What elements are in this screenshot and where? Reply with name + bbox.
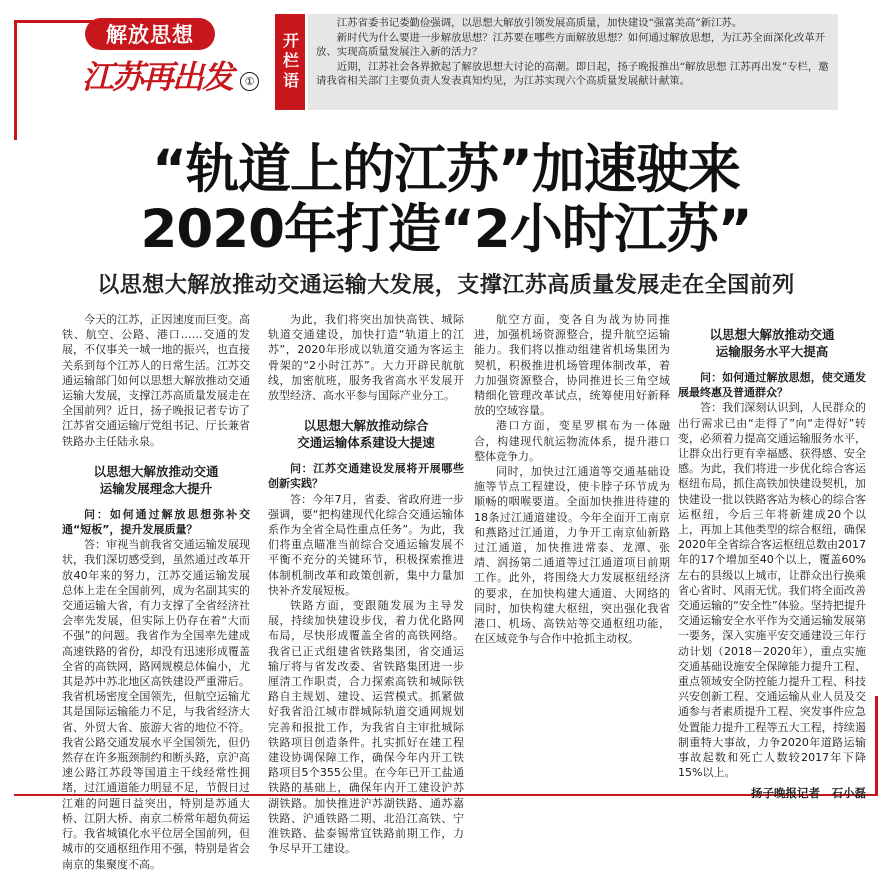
answer-2-ports: 港口方面，变星罗棋布为一体融合，构建现代航运物流体系，提升港口整体竞争力。	[474, 419, 670, 463]
headline-line-2: 2020年打造“2小时江苏”	[140, 199, 752, 260]
intro-label: 开栏语	[275, 14, 305, 110]
section-heading-line: 运输发展理念大提升	[99, 480, 213, 496]
article-column-4	[678, 312, 866, 801]
section-heading-line: 交通运输体系建设大提速	[297, 435, 435, 451]
article-column-2	[268, 312, 464, 856]
intro-paragraph: 新时代为什么要进一步解放思想？江苏要在哪些方面解放思想？如何通过解放思想，为江苏全面深化改革开放、实现高质量发展注入新的活力？	[316, 31, 826, 59]
column-label-badge: 解放思想	[85, 18, 215, 50]
section-heading-line: 以思想大解放推动综合	[303, 418, 429, 434]
red-frame-right	[875, 696, 878, 796]
intro-box	[308, 14, 838, 110]
headline-subtitle: 以思想大解放推动交通运输大发展，支撑江苏高质量发展走在全国前列	[97, 273, 795, 298]
section-heading-line: 以思想大解放推动交通	[709, 327, 835, 342]
article-column-3	[474, 312, 670, 788]
section-heading-3	[678, 326, 866, 360]
answer-2-crossings: 同时，加快过江通道等交通基础设施等节点工程建设，使卡脖子环节成为顺畅的咽喉要道。全面加快推进待建的18条过江通道建设。今年全面开工南京和燕路过江通道，力争开工南京仙新路过江通道，加快推进常泰、龙潭、张靖、润扬第二通道等过江通道项目前期工作。此外，将围绕大力发展枢纽经济的要求，在加快构建大通道、大网络的同时，加快构建大枢纽，突出强化我省港口、机场、高铁站等交通枢纽功能，在区域竞争与合作中抢抓主动权。	[474, 465, 670, 646]
article-column-1	[62, 312, 250, 871]
byline: 扬子晚报记者 石小磊	[751, 786, 866, 801]
answer-1-cont: 为此，我们将突出加快高铁、城际轨道交通建设，加快打造“轨道上的江苏”，2020年形成以轨道交通为客运主骨架的“2小时江苏”。大力开辟民航航线，加密航班，服务我省高水平发展开放型经济、高水平参与国际产业分工。	[268, 313, 464, 403]
question-2: 问：江苏交通建设发展将开展哪些创新实践？	[268, 462, 464, 491]
question-3: 问：如何通过解放思想，使交通发展最终惠及普通群众？	[678, 371, 866, 400]
intro-paragraph: 江苏省委书记娄勤俭强调，以思想大解放引领发展高质量，加快建设“强富美高”新江苏。	[336, 17, 743, 29]
series-number-badge: ①	[240, 72, 259, 91]
answer-1: 答：审视当前我省交通运输发展现状，我们深切感受到，虽然通过改革开放40年来的努力，江苏交通运输发展总体上走在全国前列，成为名副其实的交通运输大省，有力支撑了全省经济社会率先发展，但实际上仍存在着“大而不强”的问题。我省作为全国率先建成高速铁路的省份，却没有迅速形成覆盖全省的高铁网，路网规模总体偏小，尤其是苏中苏北地区高铁建设严重滞后。我省机场密度全国领先，但航空运输尤其是国际运输能力不足，与我省经济大省、外贸大省、旅游大省的地位不符。我省公路交通发展水平全国领先，但仍然存在许多瓶颈制约和断头路，京沪高速公路江苏段等国道主干线经常性拥堵，过江通道能力明显不足，节假日过江难的问题日益突出，特别是苏通大桥、江阴大桥、南京二桥常年超负荷运行。我省城镇化水平位居全国前列，但城市的交通枢纽作用不强，特别是省会南京的集聚度不高。	[62, 538, 250, 871]
article-lead: 今天的江苏，正因速度而巨变。高铁、航空、公路、港口……交通的发展，不仅事关一城一地的振兴，也直接关系到每个江苏人的日常生活。江苏交通运输部门如何以思想大解放推动交通运输大发展，支撑江苏高质量发展走在全国前列？近日，扬子晚报记者专访了江苏省交通运输厅党组书记、厅长兼省铁路办主任陆永泉。	[62, 313, 250, 448]
question-1: 问：如何通过解放思想弥补交通“短板”，提升发展质量？	[62, 507, 250, 537]
answer-2-aviation: 航空方面，变各自为战为协同推进，加强机场资源整合，提升航空运输能力。我们将以推动组建省机场集团为契机，积极推进机场管理体制改革，着力加强资源整合，协同推进长三角空域精细化管理改革试点，统筹使用好新释放的空域容量。	[474, 313, 670, 418]
answer-2: 答：今年7月，省委、省政府进一步强调，要“把构建现代化综合交通运输体系作为全省全局性重点任务”。为此，我们将重点瞄准当前综合交通运输发展不平衡不充分的关键环节，积极探索推进体制机制改革和政策创新，集中力量加快补齐发展短板。	[268, 492, 464, 597]
answer-2-railway: 铁路方面，变跟随发展为主导发展，持续加快建设步伐，着力优化路网布局，尽快形成覆盖全省的高铁网络。我省已正式组建省铁路集团，省交通运输厅将与省发改委、省铁路集团进一步厘清工作职责，合力探索高铁和城际铁路自主规划、建设、运营模式。抓紧做好我省沿江城市群城际轨道交通网规划完善和报批工作，为我省自主审批城际铁路项目创造条件。扎实抓好在建工程建设协调保障工作，确保今年内开工铁路项目5个355公里。在今年已开工盐通铁路的基础上，确保年内开工建设沪苏湖铁路。加快推进沪苏湖铁路、通苏嘉铁路、沪通铁路二期、北沿江高铁、宁淮铁路、盐泰锡常宜铁路前期工作，力争尽早开工建设。	[268, 599, 464, 856]
section-heading-2	[268, 417, 464, 451]
answer-3: 答：我们深刻认识到，人民群众的出行需求已由“走得了”向“走得好”转变，必须着力提高交通运输服务水平，让群众出行更有幸福感、获得感、安全感。为此，我们将进一步优化综合客运枢纽布局，抓住高铁加快建设契机，加快建设一批以铁路客站为核心的综合客运枢纽，今后三年将新建成20个以上，再加上其他类型的综合枢纽，确保2020年全省综合客运枢纽总数由2017年的17个增加至40个以上，覆盖60%左右的县级以上城市，让群众出行换乘省心省时、风雨无忧。我们将全面改善交通运输的“安全性”体验。坚持把提升交通运输安全水平作为交通运输发展第一要务，深入实施平安交通建设三年行动计划（2018－2020年），重点实施交通基础设施安全保障能力提升工程、重点领域安全防控能力提升工程、科技兴安创新工程、交通运输从业人员及交通参与者素质提升工程、突发事件应急处置能力提升工程等五大工程，持续遏制重特大事故，力争2020年道路运输事故起数和死亡人数较2017年下降15%以上。	[678, 401, 866, 780]
section-heading-line: 运输服务水平大提高	[715, 344, 829, 359]
red-frame-left	[14, 20, 17, 140]
section-heading-line: 以思想大解放推动交通	[93, 463, 219, 479]
intro-paragraph: 近期，江苏社会各界掀起了解放思想大讨论的高潮。即日起，扬子晚报推出“解放思想 江苏再出发”专栏，邀请我省相关部门主要负责人发表真知灼见，为江苏实现六个高质量发展献计献策。	[316, 60, 829, 88]
headline-line-1: “轨道上的江苏”加速驶来	[152, 139, 740, 200]
section-heading-1	[62, 463, 250, 497]
series-title: 江苏再出发	[82, 58, 233, 96]
